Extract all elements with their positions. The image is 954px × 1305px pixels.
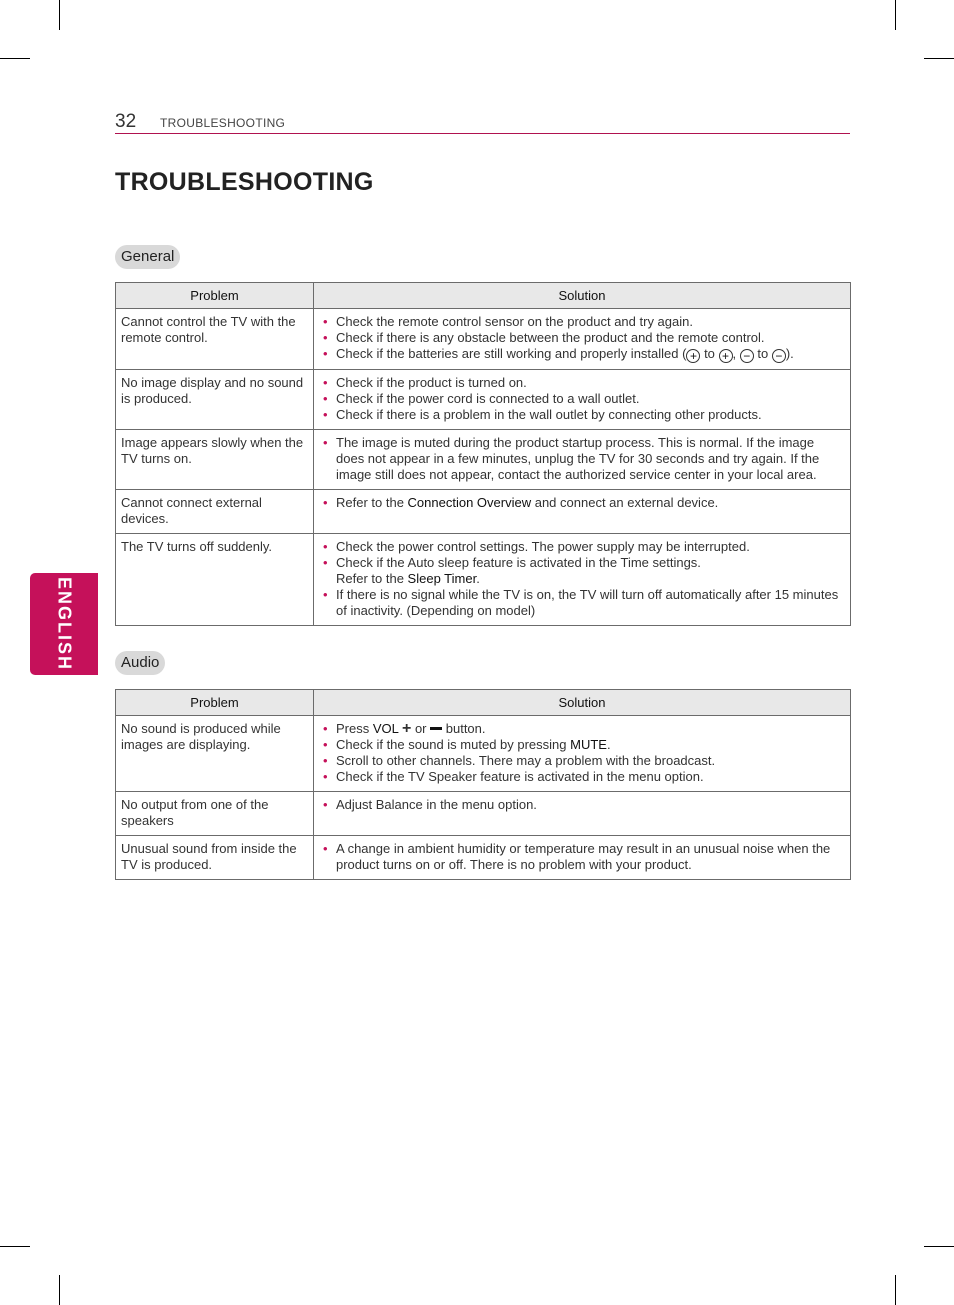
plus-icon: + — [686, 349, 700, 363]
table-header-row — [116, 690, 851, 716]
solution-item — [319, 495, 845, 511]
problem-cell: The TV turns off suddenly. — [116, 534, 314, 626]
solution-text: to — [753, 346, 772, 361]
mute-button-label: MUTE — [570, 737, 607, 752]
audio-table — [115, 689, 851, 880]
solution-text: Refer to the — [336, 571, 408, 586]
solution-item: • Check if there is any obstacle between the product and the remote control. — [319, 330, 845, 346]
menu-reference: Sleep Timer — [407, 571, 477, 586]
solution-text: or — [411, 721, 431, 736]
solution-item: • Check the remote control sensor on the product and try again. — [319, 314, 845, 330]
language-tab-label: ENGLISH — [54, 576, 75, 672]
menu-reference: Connection Overview — [407, 495, 532, 510]
minus-icon: − — [772, 349, 786, 363]
table-row — [116, 309, 851, 370]
table-row — [116, 716, 851, 792]
vol-plus-icon: + — [402, 720, 412, 737]
solution-cell — [314, 490, 851, 534]
solution-item: • Adjust Balance in the menu option. — [319, 797, 845, 813]
solution-text: Press — [336, 721, 373, 736]
solution-text: to — [700, 346, 719, 361]
solution-cell — [314, 716, 851, 792]
problem-cell: No sound is produced while images are displaying. — [116, 716, 314, 792]
section-heading-general: General — [115, 245, 180, 269]
minus-icon: − — [740, 349, 754, 363]
solution-item — [319, 737, 845, 753]
crop-mark — [0, 1246, 30, 1247]
page-title: TROUBLESHOOTING — [115, 168, 374, 196]
crop-mark — [59, 1275, 60, 1305]
vol-button-label: VOL — [372, 721, 399, 736]
page-number: 32 — [115, 111, 137, 132]
solution-item: • The image is muted during the product startup process. This is normal. If the image does not appear in a few minutes, unplug the TV for 30 seconds and try again. If the image still does not appear, contact the authorized service center in your local area. — [319, 435, 845, 483]
solution-item — [319, 721, 845, 737]
table-header-row — [116, 283, 851, 309]
solution-text: Check if the sound is muted by pressing — [336, 737, 571, 752]
problem-cell: Unusual sound from inside the TV is produced. — [116, 836, 314, 880]
solution-item: • A change in ambient humidity or temperature may result in an unusual noise when the product turns on or off. There is no problem with your product. — [319, 841, 845, 873]
solution-text: . — [606, 737, 611, 752]
solution-item: • Check if the power cord is connected to a wall outlet. — [319, 391, 845, 407]
column-header-solution: Solution — [314, 283, 851, 309]
solution-text: Check if the Auto sleep feature is activated in the Time settings. — [336, 555, 701, 570]
solution-text: button. — [442, 721, 486, 736]
solution-text: . — [476, 571, 480, 586]
crop-mark — [924, 58, 954, 59]
solution-text: and connect an external device. — [531, 495, 719, 510]
solution-item: • Scroll to other channels. There may a problem with the broadcast. — [319, 753, 845, 769]
table-row — [116, 370, 851, 430]
problem-cell: Cannot control the TV with the remote control. — [116, 309, 314, 370]
solution-item: • Check the power control settings. The power supply may be interrupted. — [319, 539, 845, 555]
solution-item: • Check if the TV Speaker feature is activated in the menu option. — [319, 769, 845, 785]
crop-mark — [59, 0, 60, 30]
table-row — [116, 792, 851, 836]
solution-item: • Check if the product is turned on. — [319, 375, 845, 391]
solution-text: Refer to the — [336, 495, 408, 510]
solution-item: • Check if there is a problem in the wall outlet by connecting other products. — [319, 407, 845, 423]
solution-cell — [314, 792, 851, 836]
solution-cell — [314, 534, 851, 626]
page-header — [115, 110, 850, 134]
crop-mark — [924, 1246, 954, 1247]
crop-mark — [0, 58, 30, 59]
solution-cell — [314, 309, 851, 370]
language-tab — [30, 573, 98, 675]
crop-mark — [895, 0, 896, 30]
section-heading-audio: Audio — [115, 651, 165, 675]
problem-cell: No output from one of the speakers — [116, 792, 314, 836]
table-row — [116, 836, 851, 880]
running-head: TROUBLESHOOTING — [160, 116, 286, 130]
solution-item: • If there is no signal while the TV is on, the TV will turn off automatically after 15 minutes of inactivity. (Depending on model) — [319, 587, 845, 619]
solution-text: Check if the batteries are still working and properly installed ( — [336, 346, 687, 361]
solution-item — [319, 346, 845, 363]
problem-cell: No image display and no sound is produced. — [116, 370, 314, 430]
problem-cell: Image appears slowly when the TV turns on. — [116, 430, 314, 490]
solution-cell — [314, 430, 851, 490]
solution-item — [319, 555, 845, 587]
plus-icon: + — [719, 349, 733, 363]
crop-mark — [895, 1275, 896, 1305]
solution-text: , — [732, 346, 740, 361]
column-header-problem: Problem — [116, 690, 314, 716]
solution-text: ). — [785, 346, 794, 361]
general-table — [115, 282, 851, 626]
solution-cell — [314, 370, 851, 430]
column-header-problem: Problem — [116, 283, 314, 309]
vol-minus-icon — [430, 727, 442, 730]
column-header-solution: Solution — [314, 690, 851, 716]
solution-cell — [314, 836, 851, 880]
table-row — [116, 534, 851, 626]
table-row — [116, 430, 851, 490]
problem-cell: Cannot connect external devices. — [116, 490, 314, 534]
table-row — [116, 490, 851, 534]
